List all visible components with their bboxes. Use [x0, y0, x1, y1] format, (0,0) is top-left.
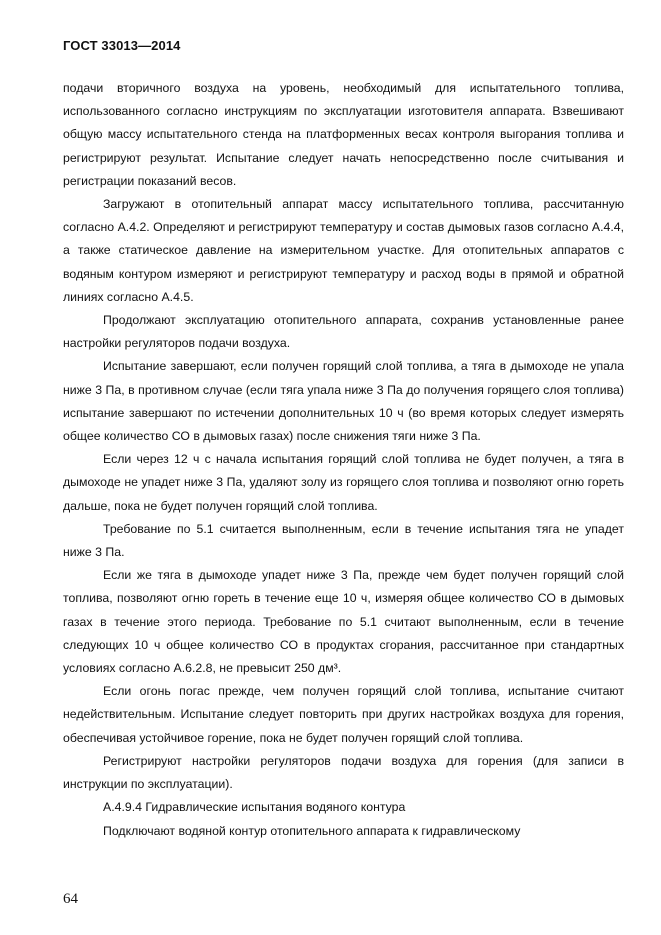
- paragraph-7: Если же тяга в дымоходе упадет ниже 3 Па, прежде чем будет получен горящий слой топлива, позволяют огню гореть в течение еще 10 ч, измеряя общее количество СО в дымовых газах в течение этого периода. Требование по 5.1 считают выполненным, если в течение следующих 10 ч общее количество СО в продуктах сгорания, рассчитанное при стандартных условиях согласно А.6.2.8, не превысит 250 дм³.: [63, 568, 624, 676]
- page-number: 64: [63, 891, 78, 907]
- paragraph-10: Подключают водяной контур отопительного аппарата к гидравлическому: [103, 823, 521, 838]
- paragraph-8: Если огонь погас прежде, чем получен горящий слой топлива, испытание считают недействительным. Испытание следует повторить при других настройках воздуха для горения, обеспечивая устойчивое горение, пока не будет получен горящий слой топлива.: [63, 684, 624, 745]
- paragraph-4: Испытание завершают, если получен горящий слой топлива, а тяга в дымоходе не упала ниже 3 Па, в противном случае (если тяга упала ниже 3 Па до получения горящего слоя топлива) испытание завершают по истечении дополнительных 10 ч (во время которых следует измерять общее количество СО в дымовых газах) после снижения тяги ниже 3 Па.: [63, 359, 624, 444]
- document-body: [63, 77, 624, 843]
- paragraph-3: Продолжают эксплуатацию отопительного аппарата, сохранив установленные ранее настройки регуляторов подачи воздуха.: [63, 313, 624, 351]
- document-header: ГОСТ 33013—2014: [63, 38, 181, 53]
- paragraph-6: Требование по 5.1 считается выполненным, если в течение испытания тяга не упадет ниже 3 Па.: [63, 521, 624, 560]
- section-heading: А.4.9.4 Гидравлические испытания водяного контура: [103, 800, 406, 815]
- paragraph-1: подачи вторичного воздуха на уровень, необходимый для испытательного топлива, использованного согласно инструкциям по эксплуатации изготовителя аппарата. Взвешивают общую массу испытательного стенда на платформенных весах контроля выгорания топлива и регистрируют результат. Испытание следует начать непосредственно после считывания и регистрации показаний весов.: [63, 81, 624, 188]
- paragraph-9: Регистрируют настройки регуляторов подачи воздуха для горения (для записи в инструкции по эксплуатации).: [63, 753, 624, 792]
- paragraph-2: Загружают в отопительный аппарат массу испытательного топлива, рассчитанную согласно А.4.2. Определяют и регистрируют температуру и состав дымовых газов согласно А.4.4, а также статическое давление на измерительном участке. Для отопительных аппаратов с водяным контуром измеряют и регистрируют температуру и расход воды в прямой и обратной линиях согласно А.4.5.: [63, 197, 624, 304]
- paragraph-5: Если через 12 ч с начала испытания горящий слой топлива не будет получен, а тяга в дымоходе не упадет ниже 3 Па, удаляют золу из горящего слоя топлива и позволяют огню гореть дальше, пока не будет получен горящий слой топлива.: [63, 452, 624, 513]
